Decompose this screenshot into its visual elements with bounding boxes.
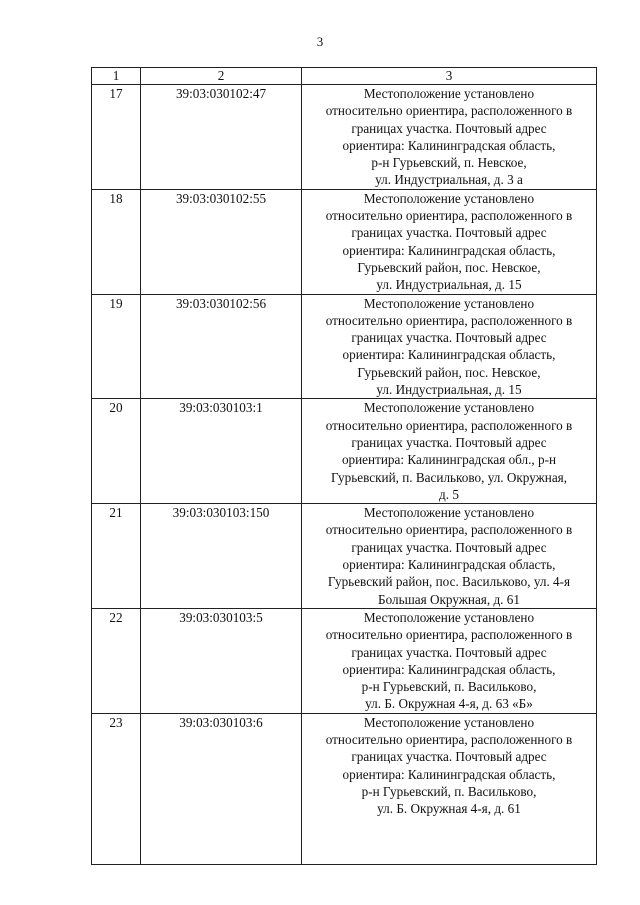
table-row	[92, 608, 597, 713]
location-description: Местоположение установлено относительно ориентира, расположенного в границах участка. Почтовый адрес ориентира: Калининградская область, Гурьевский район, пос. Васильково, ул. 4-я Большая Окружная, д. 61	[302, 504, 597, 609]
column-header-number: 1	[92, 68, 141, 85]
row-number: 20	[92, 399, 141, 504]
column-header-description: 3	[302, 68, 597, 85]
cadastral-number: 39:03:030103:6	[141, 713, 302, 864]
row-number: 18	[92, 189, 141, 294]
table-row	[92, 294, 597, 399]
table-row	[92, 189, 597, 294]
table-row	[92, 713, 597, 864]
cadastral-number: 39:03:030102:47	[141, 85, 302, 190]
table-row	[92, 85, 597, 190]
row-number: 23	[92, 713, 141, 864]
cadastral-number: 39:03:030103:1	[141, 399, 302, 504]
land-plots-table	[91, 67, 597, 865]
row-number: 19	[92, 294, 141, 399]
column-header-cadastral: 2	[141, 68, 302, 85]
location-description: Местоположение установлено относительно ориентира, расположенного в границах участка. Почтовый адрес ориентира: Калининградская область, Гурьевский район, пос. Невское, ул. Индустриальная, д. 15	[302, 294, 597, 399]
page-number: 3	[316, 34, 324, 49]
cadastral-number: 39:03:030102:55	[141, 189, 302, 294]
cadastral-number: 39:03:030103:150	[141, 504, 302, 609]
row-number: 21	[92, 504, 141, 609]
cadastral-number: 39:03:030103:5	[141, 608, 302, 713]
location-description: Местоположение установлено относительно ориентира, расположенного в границах участка. Почтовый адрес ориентира: Калининградская область, р-н Гурьевский, п. Невское, ул. Индустриальная, д. 3 а	[302, 85, 597, 190]
cadastral-number: 39:03:030102:56	[141, 294, 302, 399]
location-description: Местоположение установлено относительно ориентира, расположенного в границах участка. Почтовый адрес ориентира: Калининградская область, р-н Гурьевский, п. Васильково, ул. Б. Окружная 4-я, д. 63 «Б»	[302, 608, 597, 713]
table-header-row	[92, 68, 597, 85]
table-row	[92, 504, 597, 609]
table-row	[92, 399, 597, 504]
row-number: 22	[92, 608, 141, 713]
location-description: Местоположение установлено относительно ориентира, расположенного в границах участка. Почтовый адрес ориентира: Калининградская область, Гурьевский район, пос. Невское, ул. Индустриальная, д. 15	[302, 189, 597, 294]
row-number: 17	[92, 85, 141, 190]
location-description: Местоположение установлено относительно ориентира, расположенного в границах участка. Почтовый адрес ориентира: Калининградская область, р-н Гурьевский, п. Васильково, ул. Б. Окружная 4-я, д. 61	[302, 713, 597, 864]
location-description: Местоположение установлено относительно ориентира, расположенного в границах участка. Почтовый адрес ориентира: Калининградская обл., р-н Гурьевский, п. Васильково, ул. Окружная, д. 5	[302, 399, 597, 504]
